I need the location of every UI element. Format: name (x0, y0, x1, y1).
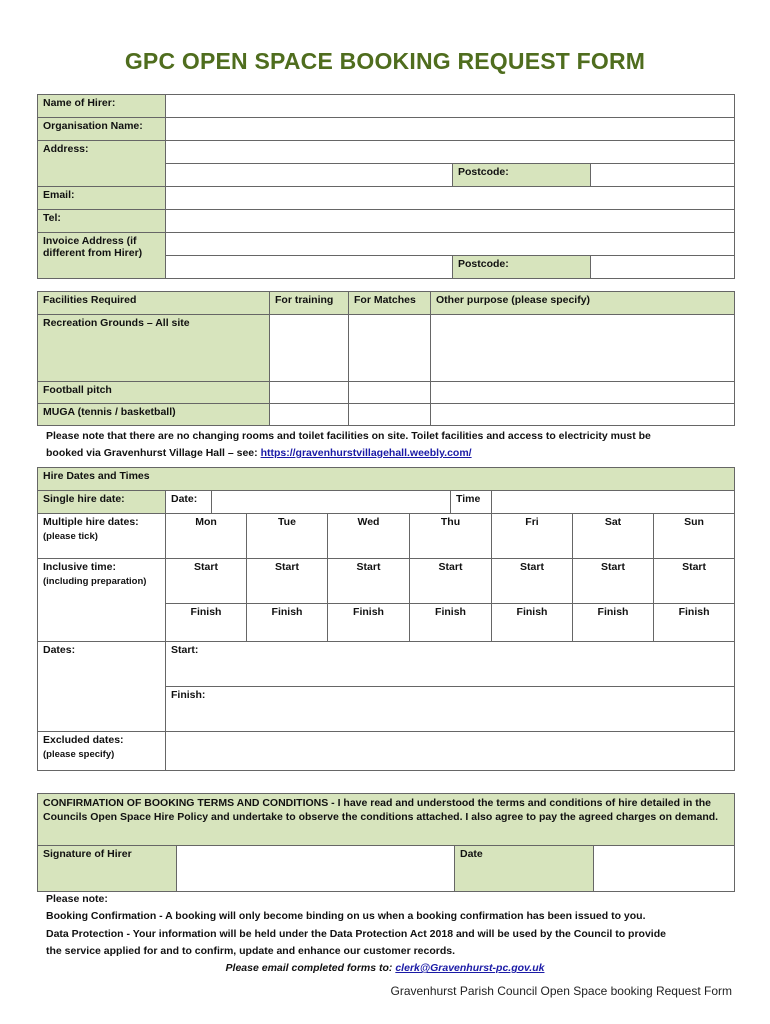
inclusive-time-sublabel: (including preparation) (43, 576, 147, 587)
email-label: Email: (38, 187, 166, 210)
address-input-line2[interactable] (166, 164, 453, 187)
thu-start[interactable]: Start (410, 559, 492, 604)
hire-dates-table (37, 467, 735, 771)
postcode-input[interactable] (591, 164, 735, 187)
organisation-input[interactable] (166, 118, 735, 141)
booking-confirmation-note: Booking Confirmation - A booking will only become binding on us when a booking confirmation has been issued to you. (46, 910, 646, 922)
dates-label: Dates: (38, 642, 166, 732)
excluded-dates-label: Excluded dates: (43, 734, 124, 746)
sun-finish[interactable]: Finish (654, 604, 735, 642)
facilities-header: Facilities Required (38, 292, 270, 315)
confirmation-text: CONFIRMATION OF BOOKING TERMS AND CONDITIONS - I have read and understood the terms and conditions of hire detailed in the Councils Open Space Hire Policy and undertake to observe the conditions attached. I also agree to pay the agreed charges on demand. (38, 794, 735, 846)
data-protection-note-1: Data Protection - Your information will be held under the Data Protection Act 2018 and will be used by the Council to provide (46, 928, 666, 940)
day-sun[interactable]: Sun (654, 514, 735, 559)
excluded-dates-input[interactable] (166, 732, 735, 771)
tue-start[interactable]: Start (247, 559, 328, 604)
day-thu[interactable]: Thu (410, 514, 492, 559)
facility-muga: MUGA (tennis / basketball) (38, 404, 270, 426)
invoice-address-input-line2[interactable] (166, 256, 453, 279)
name-label: Name of Hirer: (38, 95, 166, 118)
invoice-postcode-label: Postcode: (453, 256, 591, 279)
excluded-dates-sublabel: (please specify) (43, 749, 115, 760)
mon-start[interactable]: Start (166, 559, 247, 604)
sat-start[interactable]: Start (573, 559, 654, 604)
wed-start[interactable]: Start (328, 559, 410, 604)
single-date-input[interactable] (212, 491, 451, 514)
fri-start[interactable]: Start (492, 559, 573, 604)
football-training-cell[interactable] (270, 382, 349, 404)
day-wed[interactable]: Wed (328, 514, 410, 559)
recreation-matches-cell[interactable] (349, 315, 431, 382)
invoice-address-input[interactable] (166, 233, 735, 256)
single-date-label: Date: (166, 491, 212, 514)
excluded-dates-label-cell (38, 732, 166, 771)
single-hire-label: Single hire date: (38, 491, 166, 514)
address-input[interactable] (166, 141, 735, 164)
recreation-other-cell[interactable] (431, 315, 735, 382)
data-protection-note-2: the service applied for and to confirm, update and enhance our customer records. (46, 945, 456, 957)
clerk-email-link[interactable]: clerk@Gravenhurst-pc.gov.uk (395, 962, 545, 974)
inclusive-time-label-cell (38, 559, 166, 642)
email-prefix: Please email completed forms to: (225, 962, 396, 974)
form-title: GPC OPEN SPACE BOOKING REQUEST FORM (124, 48, 646, 74)
address-label: Address: (38, 141, 166, 187)
day-fri[interactable]: Fri (492, 514, 573, 559)
confirmation-date-input[interactable] (594, 846, 735, 892)
notes-heading: Please note: (46, 893, 108, 905)
page-footer: Gravenhurst Parish Council Open Space booking Request Form (390, 984, 732, 998)
email-input[interactable] (166, 187, 735, 210)
football-matches-cell[interactable] (349, 382, 431, 404)
invoice-postcode-input[interactable] (591, 256, 735, 279)
day-mon[interactable]: Mon (166, 514, 247, 559)
col-matches: For Matches (349, 292, 431, 315)
muga-other-cell[interactable] (431, 404, 735, 426)
mon-finish[interactable]: Finish (166, 604, 247, 642)
football-other-cell[interactable] (431, 382, 735, 404)
tel-label: Tel: (38, 210, 166, 233)
hire-dates-header: Hire Dates and Times (38, 468, 735, 491)
facilities-note-line2 (46, 447, 472, 459)
col-other: Other purpose (please specify) (431, 292, 735, 315)
day-tue[interactable]: Tue (247, 514, 328, 559)
wed-finish[interactable]: Finish (328, 604, 410, 642)
name-input[interactable] (166, 95, 735, 118)
muga-training-cell[interactable] (270, 404, 349, 426)
day-sat[interactable]: Sat (573, 514, 654, 559)
single-time-label: Time (451, 491, 492, 514)
tue-finish[interactable]: Finish (247, 604, 328, 642)
single-time-input[interactable] (492, 491, 735, 514)
fri-finish[interactable]: Finish (492, 604, 573, 642)
multiple-hire-sublabel: (please tick) (43, 531, 98, 542)
email-line (0, 962, 770, 974)
facility-recreation-grounds: Recreation Grounds – All site (38, 315, 270, 382)
inclusive-time-label: Inclusive time: (43, 561, 116, 573)
hirer-details-table (37, 94, 735, 279)
confirmation-table (37, 793, 735, 892)
muga-matches-cell[interactable] (349, 404, 431, 426)
dates-start[interactable]: Start: (166, 642, 735, 687)
signature-label: Signature of Hirer (38, 846, 177, 892)
recreation-training-cell[interactable] (270, 315, 349, 382)
village-hall-link[interactable]: https://gravenhurstvillagehall.weebly.com/ (260, 447, 472, 459)
facilities-note-line1: Please note that there are no changing rooms and toilet facilities on site. Toilet facilities and access to electricity must be (46, 430, 651, 442)
dates-finish[interactable]: Finish: (166, 687, 735, 732)
confirmation-date-label: Date (455, 846, 594, 892)
multiple-hire-label-cell (38, 514, 166, 559)
tel-input[interactable] (166, 210, 735, 233)
multiple-hire-label: Multiple hire dates: (43, 516, 139, 528)
thu-finish[interactable]: Finish (410, 604, 492, 642)
facilities-table (37, 291, 735, 426)
postcode-label: Postcode: (453, 164, 591, 187)
facility-football-pitch: Football pitch (38, 382, 270, 404)
sat-finish[interactable]: Finish (573, 604, 654, 642)
invoice-address-label: Invoice Address (if different from Hirer) (38, 233, 166, 279)
organisation-label: Organisation Name: (38, 118, 166, 141)
facilities-note-text: booked via Gravenhurst Village Hall – see: (46, 447, 261, 459)
signature-input[interactable] (177, 846, 455, 892)
sun-start[interactable]: Start (654, 559, 735, 604)
col-training: For training (270, 292, 349, 315)
